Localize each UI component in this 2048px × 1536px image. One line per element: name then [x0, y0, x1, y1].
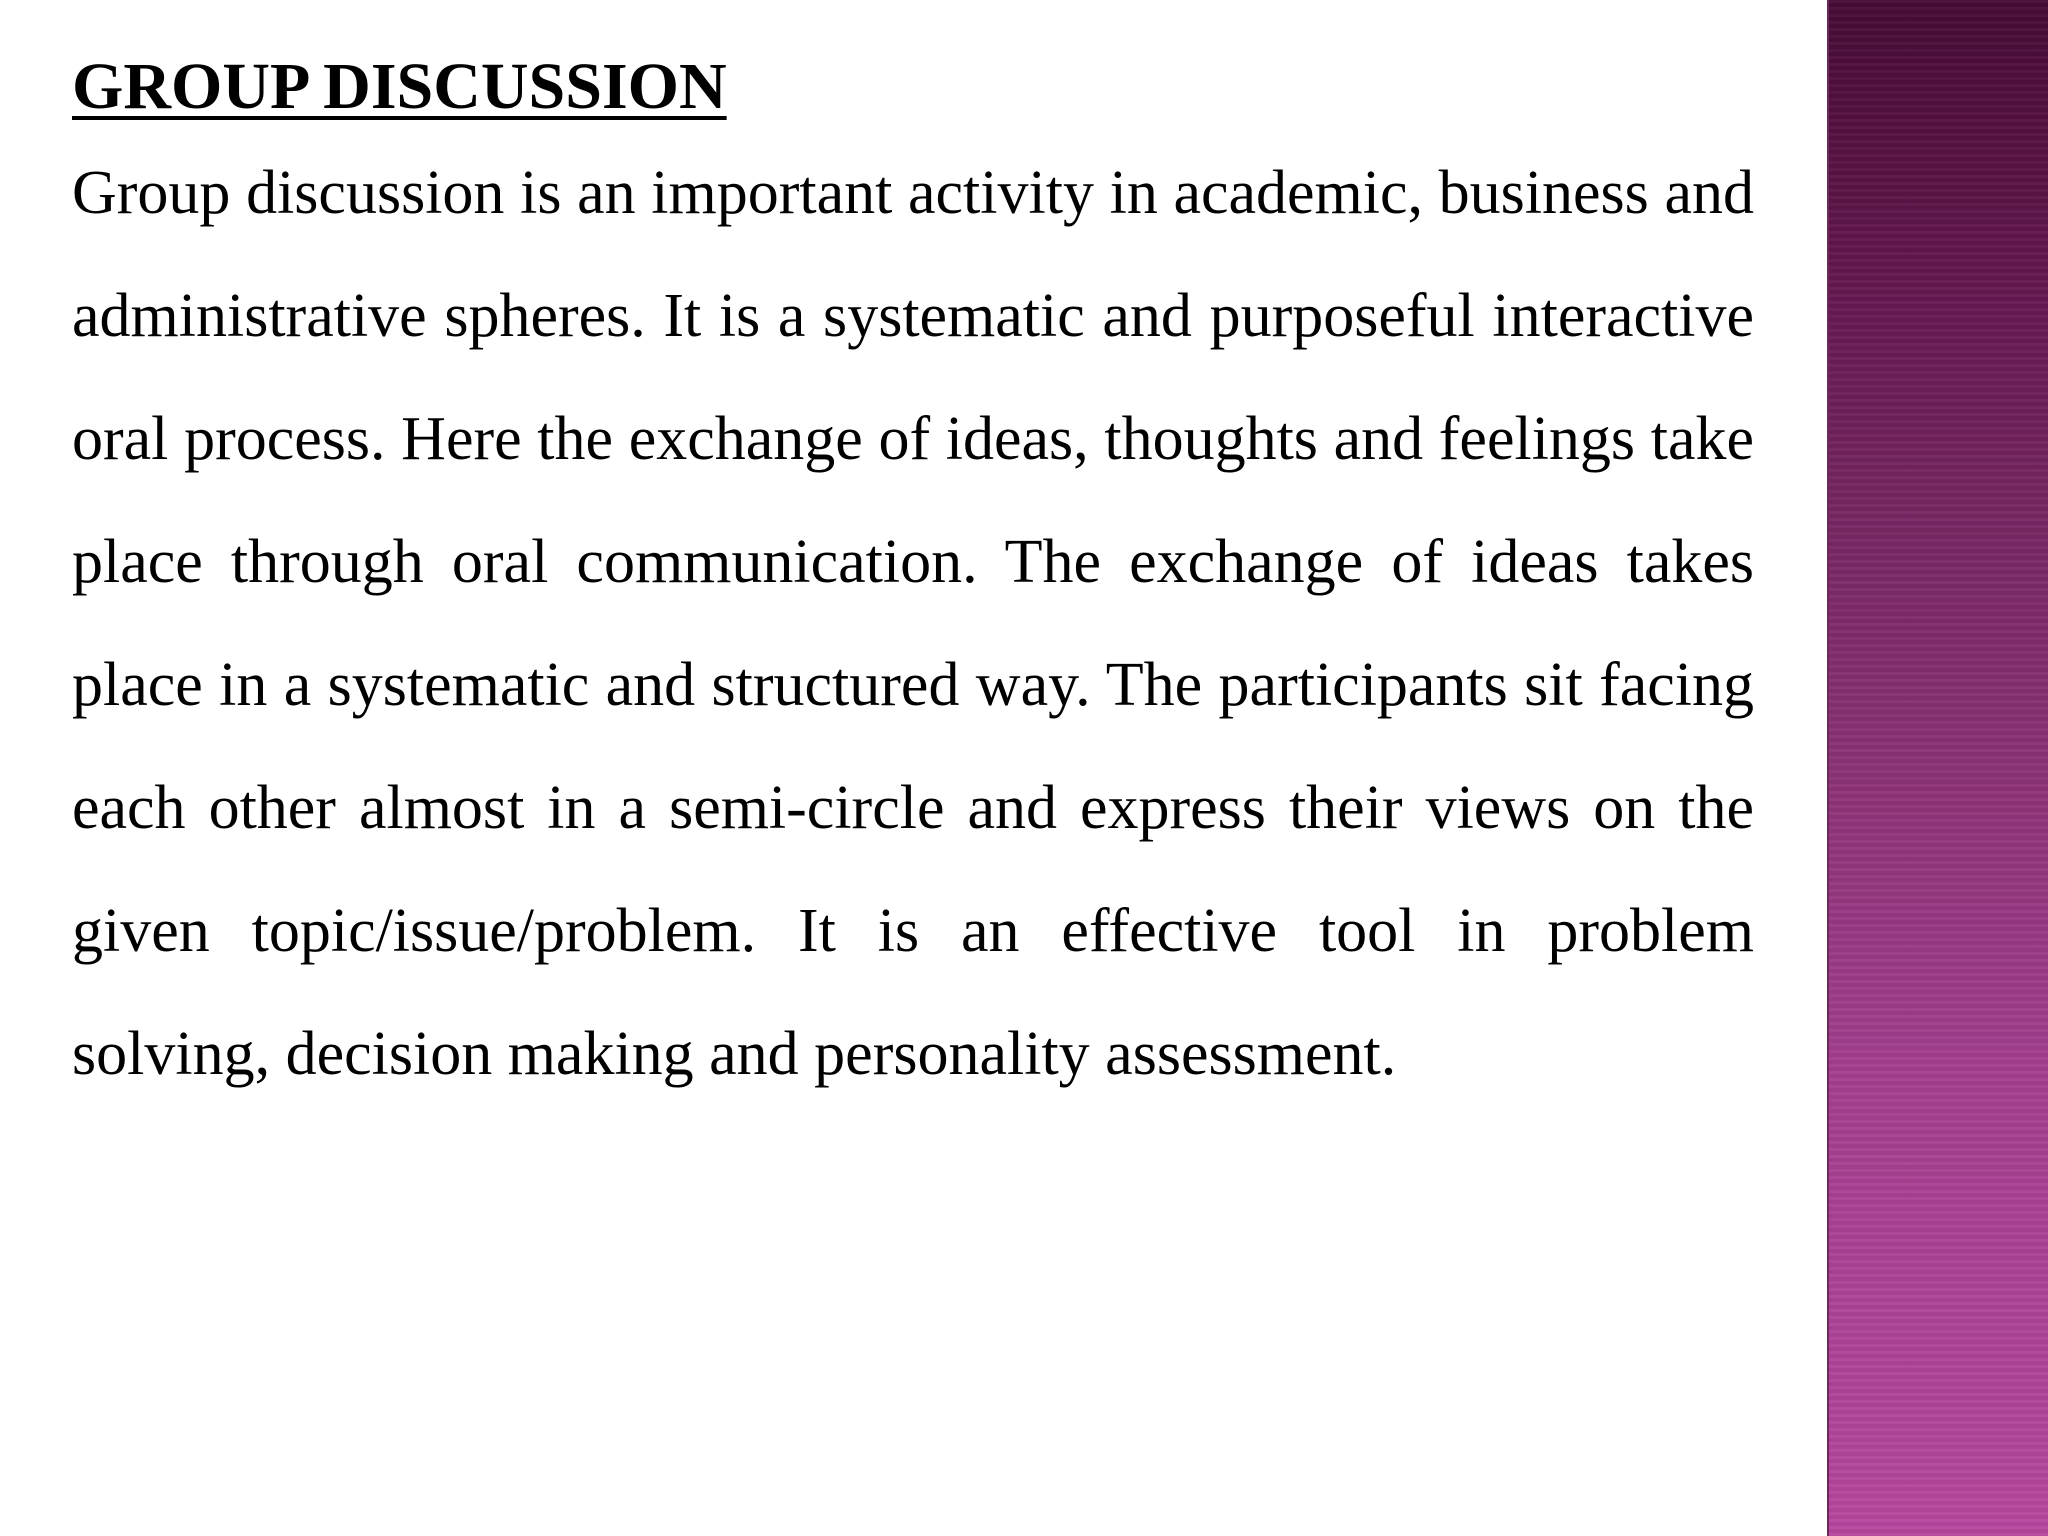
slide-content: [72, 42, 1754, 1116]
decorative-side-band: [1827, 0, 2048, 1536]
slide-body-text: Group discussion is an important activity in academic, business and administrative spheres. It is a systematic and purposeful interactive oral process. Here the exchange of ideas, thoughts and feelings take place through oral communication. The exchange of ideas takes place in a systematic and structured way. The participants sit facing each other almost in a semi-circle and express their views on the given topic/issue/problem. It is an effective tool in problem solving, decision making and personality assessment.: [72, 159, 1754, 1088]
slide-title: GROUP DISCUSSION: [72, 50, 727, 123]
